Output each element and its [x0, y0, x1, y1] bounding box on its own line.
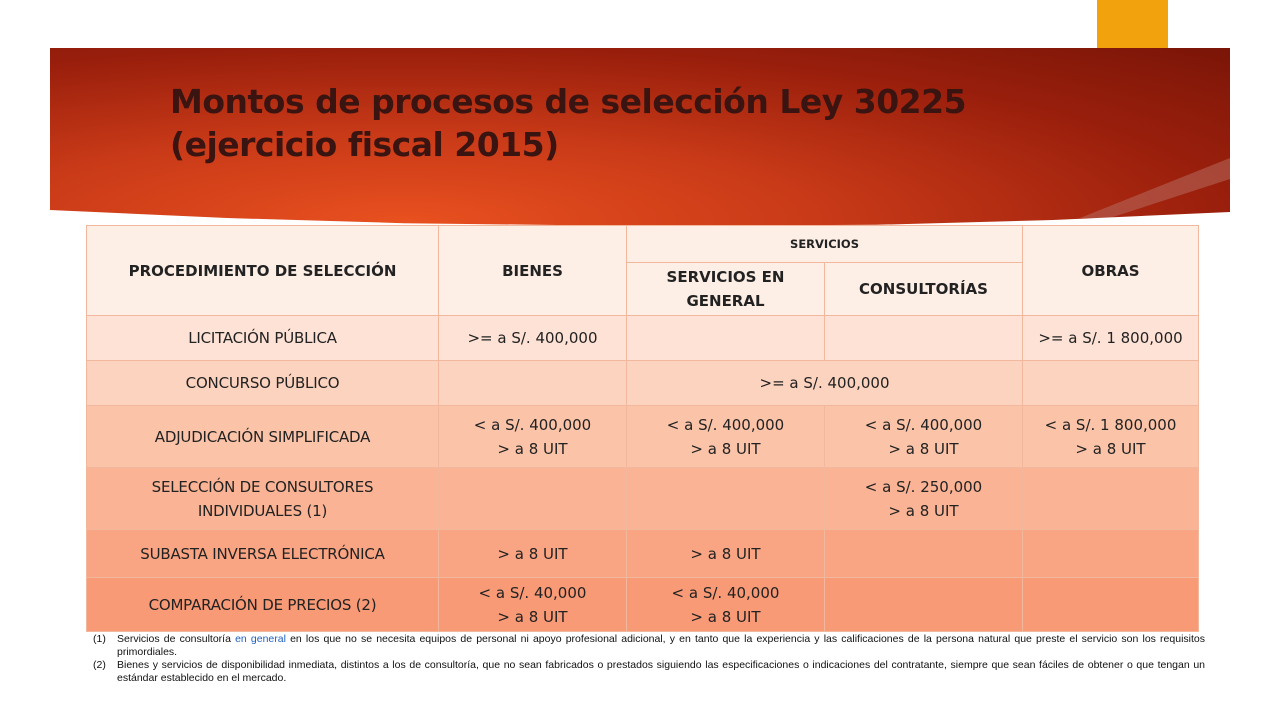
cell-obras: [1023, 468, 1199, 530]
footnote-1: [93, 633, 1205, 659]
cell-consultorias: [825, 406, 1023, 468]
title-line-2: (ejercicio fiscal 2015): [170, 125, 559, 164]
cell-consultorias: [825, 578, 1023, 632]
cell-line: > a 8 UIT: [497, 439, 568, 458]
cell-consultorias: [825, 468, 1023, 530]
cell-line: < a S/. 400,000: [864, 415, 983, 434]
cell-bienes: >= a S/. 400,000: [439, 316, 627, 361]
header-servicios: SERVICIOS: [627, 226, 1023, 263]
header-consultorias: CONSULTORÍAS: [825, 263, 1023, 316]
row-label: LICITACIÓN PÚBLICA: [87, 316, 439, 361]
cell-line: > a 8 UIT: [888, 501, 959, 520]
cell-obras: >= a S/. 1 800,000: [1023, 316, 1199, 361]
header-bienes: BIENES: [439, 226, 627, 316]
header-servicios-general: SERVICIOS EN GENERAL: [627, 263, 825, 316]
row-label: ADJUDICACIÓN SIMPLIFICADA: [87, 406, 439, 468]
footnote-number: (1): [93, 633, 106, 645]
cell-line: > a 8 UIT: [497, 607, 568, 626]
footnote-text-post: en los que no se necesita equipos de personal ni apoyo profesional adicional, y en tanto que la experiencia y las calificaciones de la persona natural que preste el servicio son los requisitos primordiales.: [117, 633, 1205, 658]
cell-bienes: [439, 361, 627, 406]
footnote-highlight: en general: [235, 633, 286, 645]
cell-servicios-general: > a 8 UIT: [627, 530, 825, 578]
header-row: [87, 226, 1199, 263]
row-label-line: SELECCIÓN DE CONSULTORES: [151, 477, 374, 496]
footnote-text: [117, 633, 1205, 659]
table-row: [87, 406, 1199, 468]
cell-obras: [1023, 361, 1199, 406]
row-label-line: INDIVIDUALES (1): [197, 501, 328, 520]
table-row: [87, 468, 1199, 530]
header-obras: OBRAS: [1023, 226, 1199, 316]
cell-line: < a S/. 400,000: [473, 415, 592, 434]
cell-obras: [1023, 578, 1199, 632]
cell-line: < a S/. 250,000: [864, 477, 983, 496]
row-label: COMPARACIÓN DE PRECIOS (2): [87, 578, 439, 632]
footnote-number: (2): [93, 659, 106, 671]
table-row: [87, 578, 1199, 632]
cell-line: < a S/. 1 800,000: [1044, 415, 1177, 434]
cell-line: > a 8 UIT: [690, 439, 761, 458]
footnote-text-pre: Servicios de consultoría: [117, 633, 236, 645]
table-row: [87, 316, 1199, 361]
cell-bienes: > a 8 UIT: [439, 530, 627, 578]
slide-title: [170, 80, 1070, 166]
cell-line: < a S/. 40,000: [671, 583, 780, 602]
cell-consultorias: [825, 316, 1023, 361]
cell-line: < a S/. 400,000: [666, 415, 785, 434]
cell-obras: [1023, 530, 1199, 578]
cell-servicios-general: [627, 468, 825, 530]
cell-bienes: [439, 406, 627, 468]
cell-bienes: [439, 578, 627, 632]
cell-line: > a 8 UIT: [1075, 439, 1146, 458]
table-row: [87, 530, 1199, 578]
title-line-1: Montos de procesos de selección Ley 30225: [170, 82, 967, 121]
cell-servicios-general: [627, 578, 825, 632]
row-label: CONCURSO PÚBLICO: [87, 361, 439, 406]
header-procedimiento: PROCEDIMIENTO DE SELECCIÓN: [87, 226, 439, 316]
cell-consultorias: [825, 530, 1023, 578]
row-label: SUBASTA INVERSA ELECTRÓNICA: [87, 530, 439, 578]
cell-line: > a 8 UIT: [888, 439, 959, 458]
table-row: [87, 361, 1199, 406]
cell-servicios-general: [627, 316, 825, 361]
cell-servicios-general: [627, 406, 825, 468]
cell-line: < a S/. 40,000: [478, 583, 587, 602]
cell-line: > a 8 UIT: [690, 607, 761, 626]
row-label: [87, 468, 439, 530]
cell-obras: [1023, 406, 1199, 468]
footnotes: [93, 633, 1205, 685]
cell-servicios-merged: >= a S/. 400,000: [627, 361, 1023, 406]
footnote-2: [93, 659, 1205, 685]
amounts-table: [86, 225, 1199, 632]
footnote-text: Bienes y servicios de disponibilidad inmediata, distintos a los de consultoría, que no sean fabricados o prestados siguiendo las especificaciones o indicaciones del contratante, siempre que sean fáciles de obtener o que tengan un estándar establecido en el mercado.: [117, 659, 1205, 684]
cell-bienes: [439, 468, 627, 530]
